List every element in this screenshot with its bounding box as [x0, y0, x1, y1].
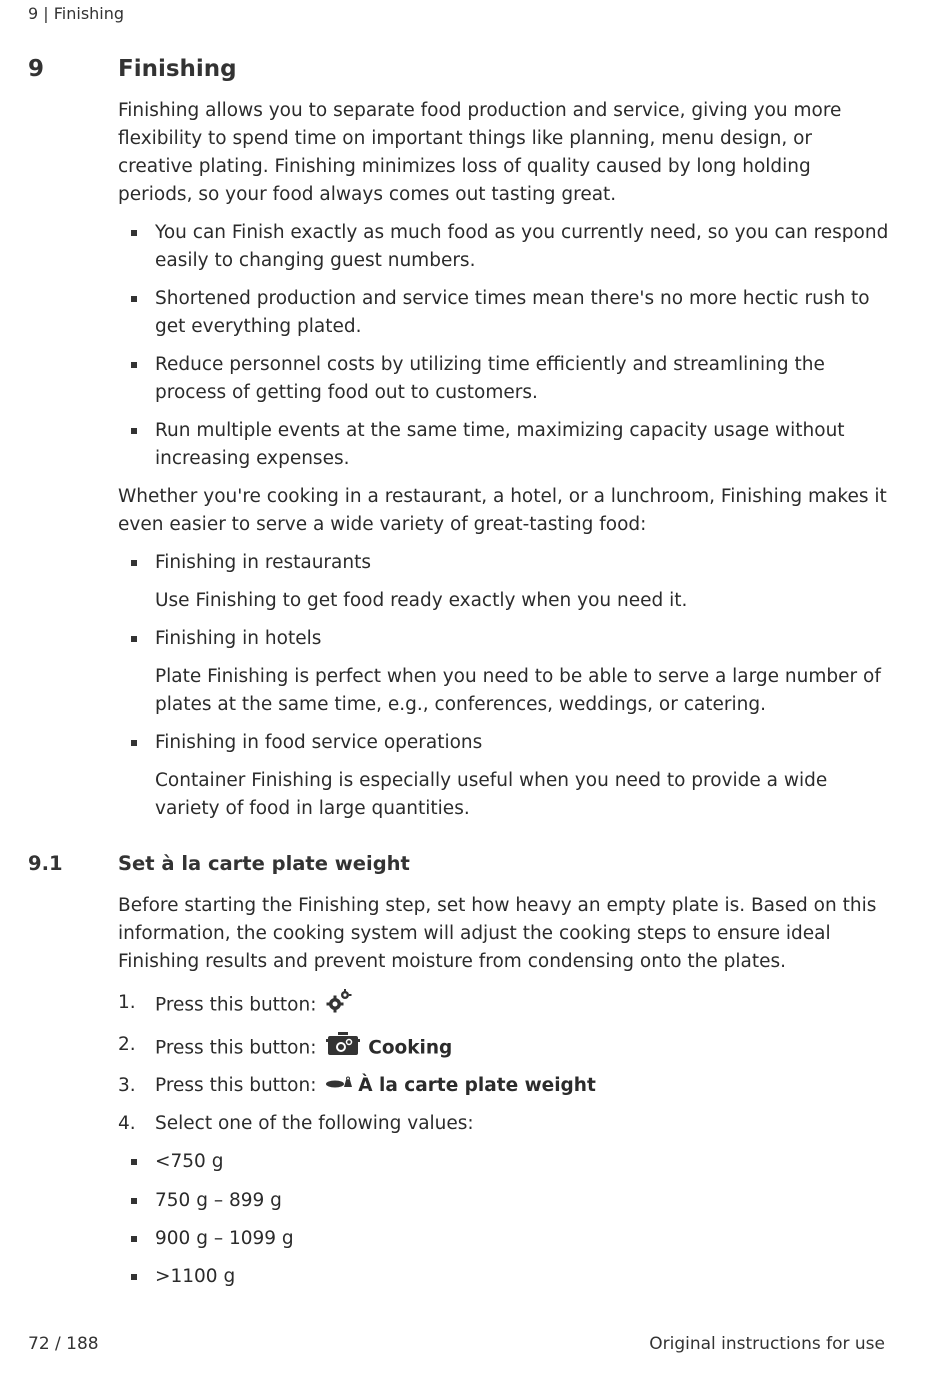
use-title: Finishing in restaurants	[155, 552, 371, 573]
running-head: 9 | Finishing	[28, 4, 125, 23]
step-text: Select one of the following values:	[155, 1113, 474, 1134]
bullet-marker	[131, 296, 137, 302]
chapter-number: 9	[28, 56, 45, 82]
chapter-title: Finishing	[118, 56, 237, 82]
use-description: Plate Finishing is perfect when you need to be able to serve a large number of plates at the same time, e.g., conferences, weddings, or catering.	[155, 666, 881, 715]
settings-gears-icon	[326, 989, 352, 1022]
weight-option: 900 g – 1099 g	[155, 1228, 294, 1249]
step-number: 3.	[118, 1075, 136, 1096]
step-text: Press this button:	[155, 1075, 317, 1096]
weight-option: 750 g – 899 g	[155, 1190, 282, 1211]
step-number: 4.	[118, 1113, 136, 1134]
bullet-marker	[131, 1236, 137, 1242]
weight-option: <750 g	[155, 1151, 224, 1172]
bullet-marker	[131, 230, 137, 236]
use-title: Finishing in hotels	[155, 628, 322, 649]
bullet-marker	[131, 1159, 137, 1165]
whether-paragraph: Whether you're cooking in a restaurant, a hotel, or a lunchroom, Finishing makes it even easier to serve a wide variety of great-tasting food:	[118, 486, 887, 535]
bullet-marker	[131, 1198, 137, 1204]
chapter-intro: Finishing allows you to separate food production and service, giving you more flexibility to spend time on important things like planning, menu design, or creative plating. Finishing minimizes loss of quality caused by long holding periods, so your food always comes out tasting great.	[118, 100, 842, 205]
use-description: Use Finishing to get food ready exactly when you need it.	[155, 590, 688, 611]
step-text: Press this button:	[155, 994, 317, 1016]
benefit-item: Run multiple events at the same time, maximizing capacity usage without increasing expenses.	[155, 420, 845, 469]
section-title: Set à la carte plate weight	[118, 852, 410, 875]
bullet-marker	[131, 636, 137, 642]
step-text-row	[155, 1072, 596, 1100]
section-number: 9.1	[28, 852, 63, 875]
bullet-marker	[131, 560, 137, 566]
step-text-row	[155, 989, 352, 1022]
benefit-item: Shortened production and service times mean there's no more hectic rush to get everything plated.	[155, 288, 870, 337]
use-title: Finishing in food service operations	[155, 732, 483, 753]
step-number: 1.	[118, 992, 136, 1013]
section-intro: Before starting the Finishing step, set how heavy an empty plate is. Based on this information, the cooking system will adjust the cooking steps to ensure ideal Finishing results and prevent moisture from condensing onto the plates.	[118, 895, 877, 972]
step-button-label: Cooking	[368, 1037, 453, 1059]
bullet-marker	[131, 362, 137, 368]
benefit-item: Reduce personnel costs by utilizing time efficiently and streamlining the process of getting food out to customers.	[155, 354, 825, 403]
step-text-row	[155, 1031, 452, 1066]
step-number: 2.	[118, 1034, 136, 1055]
benefit-item: You can Finish exactly as much food as you currently need, so you can respond easily to changing guest numbers.	[155, 222, 889, 271]
step-text: Press this button:	[155, 1037, 317, 1059]
bullet-marker	[131, 428, 137, 434]
cooking-settings-icon	[326, 1031, 362, 1066]
page-number: 72 / 188	[28, 1334, 99, 1354]
bullet-marker	[131, 1274, 137, 1280]
step-button-label: À la carte plate weight	[358, 1075, 596, 1096]
use-description: Container Finishing is especially useful when you need to provide a wide variety of food in large quantities.	[155, 770, 828, 819]
document-title: Original instructions for use	[649, 1334, 885, 1354]
plate-weight-icon	[326, 1072, 352, 1100]
bullet-marker	[131, 740, 137, 746]
weight-option: >1100 g	[155, 1266, 236, 1287]
